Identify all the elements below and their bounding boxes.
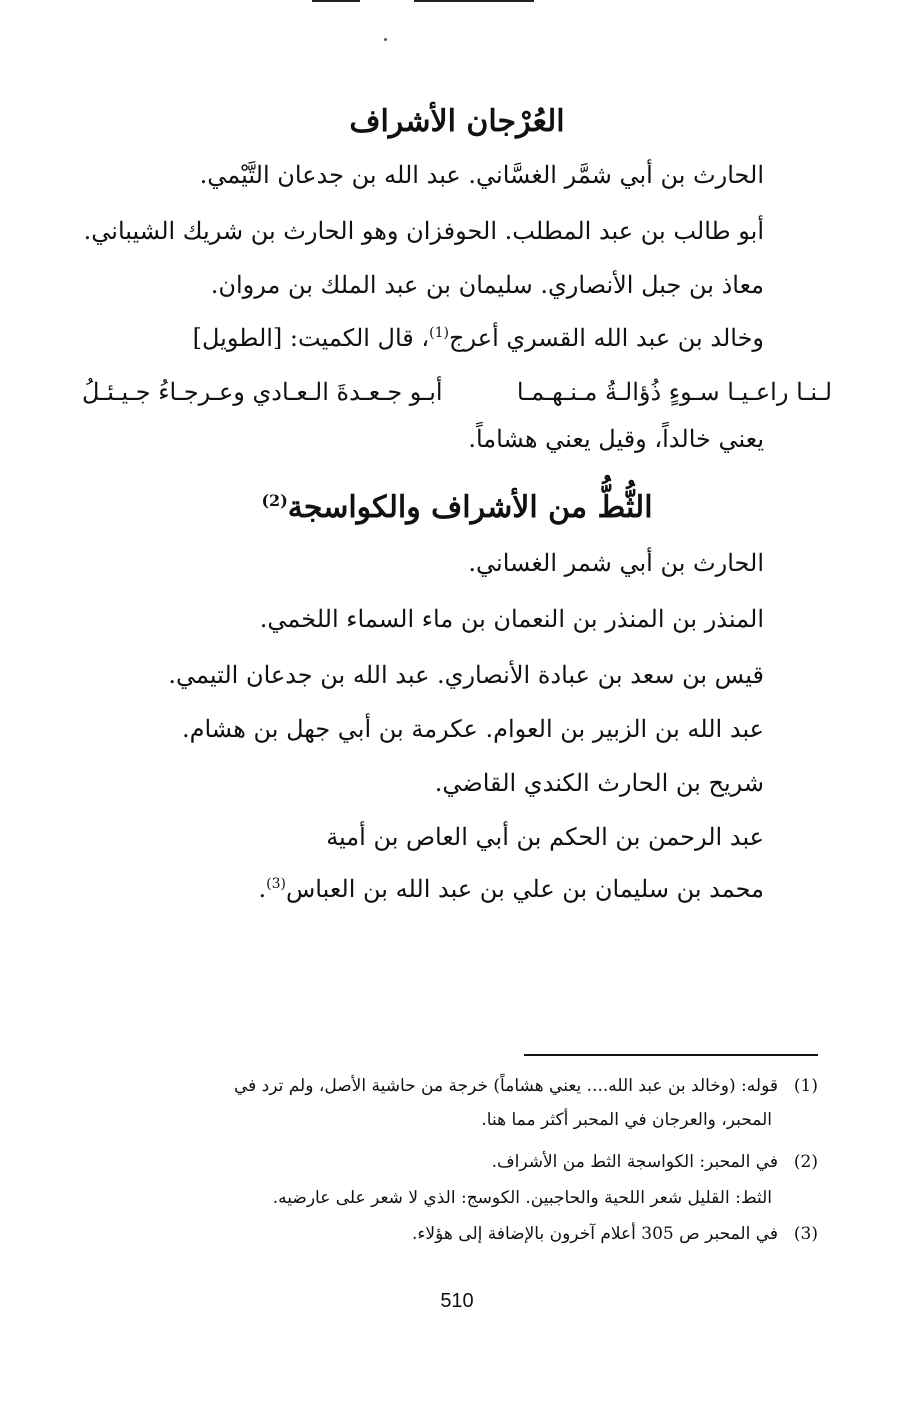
footnote-1-number: (1): [793, 1076, 818, 1096]
footnote-2-text: في المحبر: الكواسجة الثط من الأشراف.: [491, 1152, 778, 1172]
page-number: 510: [440, 1290, 474, 1312]
section2-line-7: [258, 874, 764, 904]
section2-line-3: قيس بن سعد بن عبادة الأنصاري. عبد الله بن جدعان التيمي.: [168, 661, 764, 689]
section1-line-1: الحارث بن أبي شمَّر الغسَّاني. عبد الله بن جدعان التَّيْمي.: [199, 161, 764, 189]
footnote-2-number: (2): [793, 1152, 818, 1172]
footnote-1: [234, 1074, 818, 1098]
top-rule-right: [414, 0, 534, 2]
scan-speck: [384, 38, 387, 41]
footnote-1-text: قوله: (وخالد بن عبد الله.... يعني هشاماً) خرجة من حاشية الأصل، ولم ترد في: [233, 1076, 778, 1096]
section2-line-4: عبد الله بن الزبير بن العوام. عكرمة بن أبي جهل بن هشام.: [182, 715, 764, 743]
footnote-2-continuation: الثط: القليل شعر اللحية والحاجبين. الكوسج: الذي لا شعر على عارضيه.: [272, 1188, 772, 1208]
footnote-ref-1: (1): [429, 325, 450, 341]
verse-first-hemistich: لـنـا راعـيـا سـوءٍ ذُؤالـةُ مـنـهـمـا: [516, 378, 832, 406]
section2-line-2: المنذر بن المنذر بن النعمان بن ماء السماء اللخمي.: [259, 605, 764, 633]
footnote-ref-2: (2): [261, 491, 288, 510]
section2-title-wrap: [0, 490, 914, 525]
footnote-1-continuation: المحبر، والعرجان في المحبر أكثر مما هنا.: [481, 1110, 772, 1130]
line7-text-before: محمد بن سليمان بن علي بن عبد الله بن العباس: [285, 875, 764, 903]
section1-line-2: أبو طالب بن عبد المطلب. الحوفزان وهو الحارث بن شريك الشيباني.: [83, 217, 764, 245]
top-rule-left: [312, 0, 360, 2]
section2-line-1: الحارث بن أبي شمر الغساني.: [468, 549, 764, 577]
line4-text-after: ، قال الكميت: [الطويل]: [192, 324, 430, 352]
section2-line-5: شريح بن الحارث الكندي القاضي.: [434, 769, 764, 797]
section2-line-6: عبد الرحمن بن الحكم بن أبي العاص بن أمية: [326, 823, 764, 851]
footnote-3: [412, 1222, 818, 1246]
section1-line-3: معاذ بن جبل الأنصاري. سليمان بن عبد الملك بن مروان.: [210, 271, 764, 299]
footnote-2: [492, 1150, 818, 1174]
footnote-separator: [524, 1054, 818, 1056]
footnote-ref-3: (3): [266, 876, 286, 892]
poetry-verse: [82, 377, 832, 407]
line4-text-before: وخالد بن عبد الله القسري أعرج: [449, 324, 764, 352]
section2-title: الثُّطُّ من الأشراف والكواسجة: [287, 490, 653, 525]
section1-line-4: [193, 323, 764, 353]
section1-title: العُرْجان الأشراف: [349, 104, 565, 139]
footnote-3-number: (3): [793, 1224, 818, 1244]
line7-text-after: .: [258, 875, 267, 903]
section1-after-verse: يعني خالداً، وقيل يعني هشاماً.: [468, 425, 764, 453]
footnote-3-text: في المحبر ص 305 أعلام آخرون بالإضافة إلى هؤلاء.: [412, 1224, 778, 1244]
verse-second-hemistich: أبـو جـعـدةَ الـعـادي وعـرجـاءُ جـيـئـلُ: [82, 378, 443, 406]
